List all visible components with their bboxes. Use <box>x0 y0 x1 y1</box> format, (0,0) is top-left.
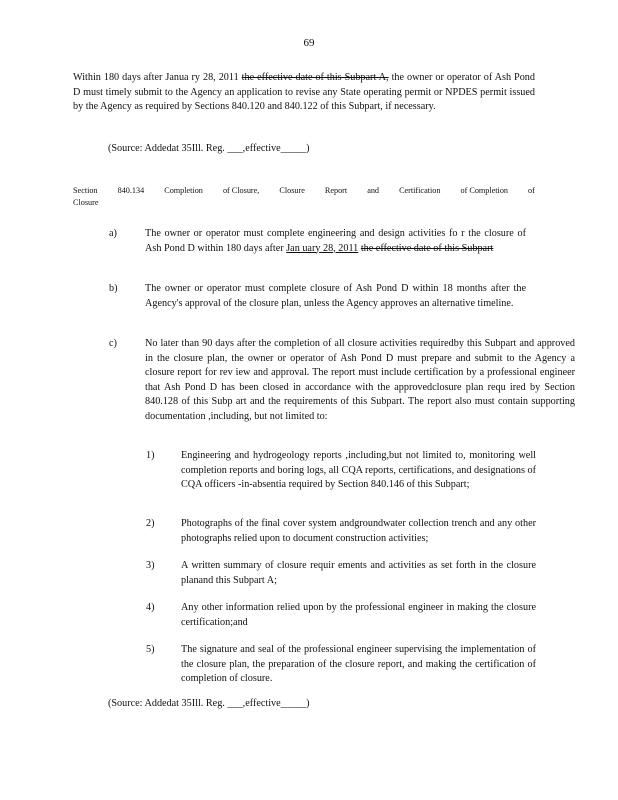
subitem-label: 4) <box>146 602 155 613</box>
item-c-label: c) <box>109 338 117 349</box>
intro-text-2: the owner or operator of Ash Pond D must timely submit to the Agency an application to revise any State operating permit or NPDES permit issued by the Agency as required by Sections 840.120 and 840.122 of this Subpart, if necessary. <box>73 72 535 112</box>
page-number: 69 <box>303 37 315 49</box>
item-a-struck: the effective date of this Subpart <box>360 242 494 254</box>
heading-word: Section <box>73 186 98 195</box>
item-b-label: b) <box>109 283 118 294</box>
subitem-text: The signature and seal of the professional engineer supervising the implementation of the closure plan, the preparation of the closure report, and making the certification of completion of closure. <box>181 644 536 684</box>
heading-word: of Closure, <box>222 186 260 195</box>
section-heading-row <box>73 185 535 197</box>
intro-paragraph <box>73 71 535 115</box>
subitem-label: 3) <box>146 560 155 571</box>
subitem-text: Photographs of the final cover system andgroundwater collection trench and any other photographs relied upon to document construction activities; <box>181 518 536 544</box>
source-note: (Source: Addedat 35Ill. Reg. ___,effective_____) <box>108 143 310 154</box>
source-note-2: (Source: Addedat 35Ill. Reg. ___,effective_____) <box>108 698 310 709</box>
subitem-label: 5) <box>146 644 155 655</box>
item-b-text: The owner or operator must complete closure of Ash Pond D within 18 months after the Agency's approval of the closure plan, unless the Agency approves an alternative timeline. <box>145 283 526 309</box>
heading-word: Certification <box>399 186 441 195</box>
section-heading-line2: Closure <box>73 197 99 207</box>
subitem-label: 1) <box>146 450 155 461</box>
item-a-label: a) <box>109 228 117 239</box>
subitem-text: A written summary of closure requir ements and activities as set forth in the closure planand this Subpart A; <box>181 560 536 586</box>
subitem-text: Any other information relied upon by the professional engineer in making the closure certification;and <box>181 602 536 628</box>
heading-word: Completion <box>164 186 203 195</box>
heading-word: Report <box>324 186 348 195</box>
subitem-label: 2) <box>146 518 155 529</box>
item-c-text: No later than 90 days after the completion of all closure activities requiredby this Subpart and approved in the closure plan, the owner or operator of Ash Pond D must prepare and submit to the Agency a closure report for rev iew and approval. The report must include certification by a professional engineer that Ash Pond D has been closed in accordance with the approvedclosure plan requ ired by Section 840.128 of this Subp art and the requirements of this Subpart. The report also must contain supporting documentation ,including, but not limited to: <box>145 338 575 422</box>
heading-word: and <box>367 186 380 195</box>
heading-word: 840.134 <box>117 186 145 195</box>
heading-word: Closure <box>279 186 305 195</box>
intro-struck-text: the effective date of this Subpart A, <box>241 72 389 83</box>
item-a-underlined: Jan uary 28, 2011 <box>286 242 359 254</box>
item-a-text <box>145 227 526 256</box>
heading-word: of Completion <box>460 186 509 195</box>
heading-word: of <box>528 186 535 195</box>
item-a-body: The owner or operator must complete engineering and design activities fo r the closure of Ash Pond D within 180 days after <box>145 228 526 254</box>
subitem-text: Engineering and hydrogeology reports ,including,but not limited to, monitoring well completion reports and boring logs, all CQA reports, certifications, and designations of CQA officers -in-absentia required by Section 840.146 of this Subpart; <box>181 450 536 490</box>
section-heading <box>73 185 535 208</box>
intro-text-1: Within 180 days after Janua ry 28, 2011 <box>73 72 239 83</box>
